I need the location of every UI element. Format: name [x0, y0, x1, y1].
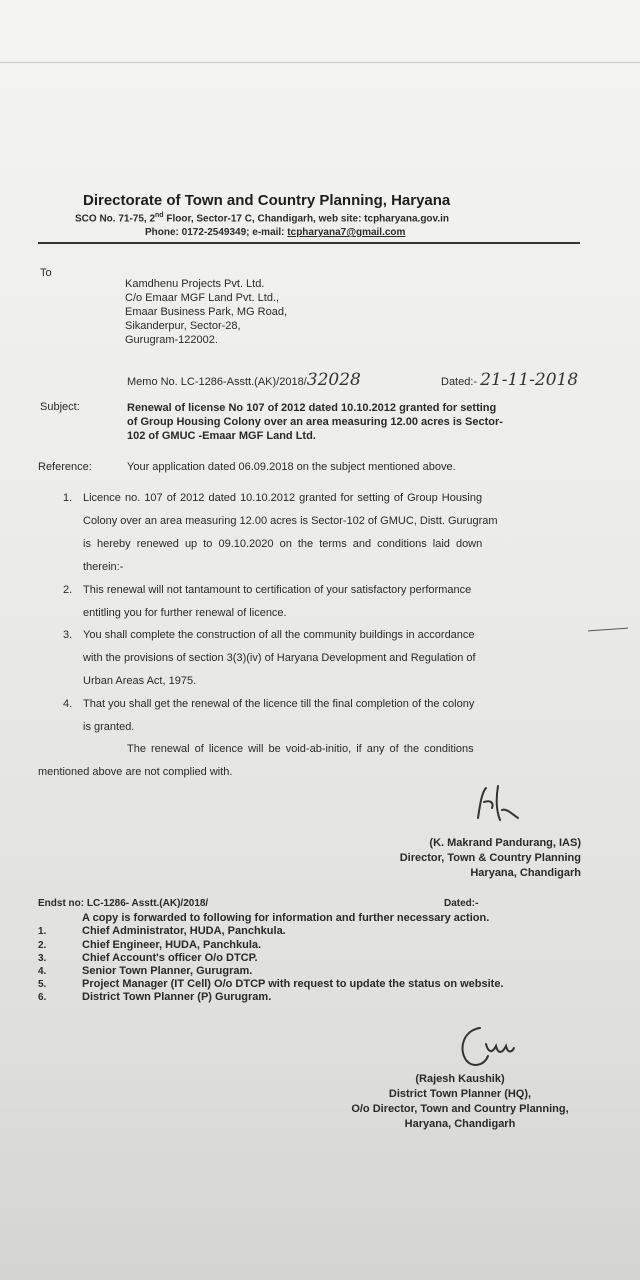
director-signature	[470, 780, 530, 828]
dtp-title: District Town Planner (HQ),	[388, 1088, 532, 1100]
dtp-office: O/o Director, Town and Country Planning,	[351, 1103, 569, 1115]
point-line: entitling you for further renewal of licence.	[83, 607, 287, 619]
director-signature-block	[365, 836, 581, 881]
addressee-line: Kamdhenu Projects Pvt. Ltd.	[125, 278, 265, 290]
reference-text: Your application dated 06.09.2018 on the subject mentioned above.	[127, 461, 456, 473]
point-line: That you shall get the renewal of the licence till the final completion of the colony	[83, 698, 475, 710]
endorsement-intro: A copy is forwarded to following for information and further necessary action.	[82, 912, 490, 924]
point-number: 4.	[63, 698, 73, 710]
copy-list-item: Chief Administrator, HUDA, Panchkula.	[82, 925, 286, 937]
director-place: Haryana, Chandigarh	[470, 867, 581, 879]
copy-list-item: District Town Planner (P) Gurugram.	[82, 991, 272, 1003]
point-line: Licence no. 107 of 2012 dated 10.10.2012 granted for setting of Group Housing	[83, 492, 483, 504]
copy-list-number: 6.	[38, 992, 47, 1003]
dtp-place: Haryana, Chandigarh	[404, 1118, 516, 1130]
letterhead-address: SCO No. 71-75, 2nd Floor, Sector-17 C, Chandigarh, web site: tcpharyana.gov.in	[75, 212, 450, 225]
copy-list-number: 1.	[38, 926, 47, 937]
point-line: This renewal will not tantamount to certification of your satisfactory performance	[83, 584, 472, 596]
memo-date-handwritten: 21-11-2018	[480, 370, 579, 390]
reference-label: Reference:	[38, 461, 92, 473]
copy-list-number: 3.	[38, 953, 47, 964]
point-line: is granted.	[83, 721, 135, 733]
copy-list-item: Chief Engineer, HUDA, Panchkula.	[82, 939, 262, 951]
closing-line: mentioned above are not complied with.	[38, 766, 233, 778]
point-line: You shall complete the construction of all the community buildings in accordance	[83, 629, 475, 641]
dtp-signature-block	[330, 1072, 590, 1132]
email-link[interactable]: tcpharyana7@gmail.com	[287, 227, 406, 238]
dtp-name: (Rajesh Kaushik)	[415, 1073, 505, 1085]
addressee-line: Gurugram-122002.	[125, 334, 218, 346]
letterhead-title: Directorate of Town and Country Planning, Haryana	[83, 192, 451, 209]
point-number: 1.	[63, 492, 73, 504]
page-fold-line	[0, 62, 640, 63]
letterhead-rule	[38, 242, 580, 244]
endorsement-dated: Dated:-	[444, 898, 479, 909]
copy-list-item: Project Manager (IT Cell) O/o DTCP with request to update the status on website.	[82, 978, 504, 990]
point-number: 3.	[63, 629, 73, 641]
copy-list-item: Senior Town Planner, Gurugram.	[82, 965, 253, 977]
subject-text: Renewal of license No 107 of 2012 dated 10.10.2012 granted for setting of Group Housing Colony over an area measuring 12.00 acres is Sector- 102 of GMUC -Emaar MGF Land Ltd.	[127, 402, 503, 442]
copy-list-number: 2.	[38, 940, 47, 951]
addressee-line: Sikanderpur, Sector-28,	[125, 320, 241, 332]
dtp-signature	[450, 1020, 520, 1076]
point-line: therein:-	[83, 561, 124, 573]
addressee-line: C/o Emaar MGF Land Pvt. Ltd.,	[125, 292, 280, 304]
copy-list-number: 4.	[38, 966, 47, 977]
point-line: Urban Areas Act, 1975.	[83, 675, 197, 687]
to-label: To	[40, 267, 52, 279]
point-line: is hereby renewed up to 09.10.2020 on the terms and conditions laid down	[83, 538, 483, 550]
addressee-line: Emaar Business Park, MG Road,	[125, 306, 288, 318]
closing-line: The renewal of licence will be void-ab-initio, if any of the conditions	[127, 743, 474, 755]
director-title: Director, Town & Country Planning	[399, 852, 581, 864]
letterhead-contact: Phone: 0172-2549349; e-mail: tcpharyana7@gmail.com	[145, 227, 406, 238]
point-line: Colony over an area measuring 12.00 acres is Sector-102 of GMUC, Distt. Gurugram	[83, 515, 498, 527]
memo-number: Memo No. LC-1286-Asstt.(AK)/2018/32028	[127, 370, 361, 390]
director-name: (K. Makrand Pandurang, IAS)	[429, 837, 581, 849]
copy-list-item: Chief Account's officer O/o DTCP.	[82, 952, 258, 964]
endorsement-number: Endst no: LC-1286- Asstt.(AK)/2018/	[38, 898, 209, 909]
subject-label: Subject:	[40, 401, 80, 413]
memo-number-handwritten: 32028	[306, 370, 361, 390]
copy-list-number: 5.	[38, 979, 47, 990]
memo-date: Dated:- 21-11-2018	[441, 370, 579, 390]
point-line: with the provisions of section 3(3)(iv) of Haryana Development and Regulation of	[83, 652, 476, 664]
point-number: 2.	[63, 584, 73, 596]
